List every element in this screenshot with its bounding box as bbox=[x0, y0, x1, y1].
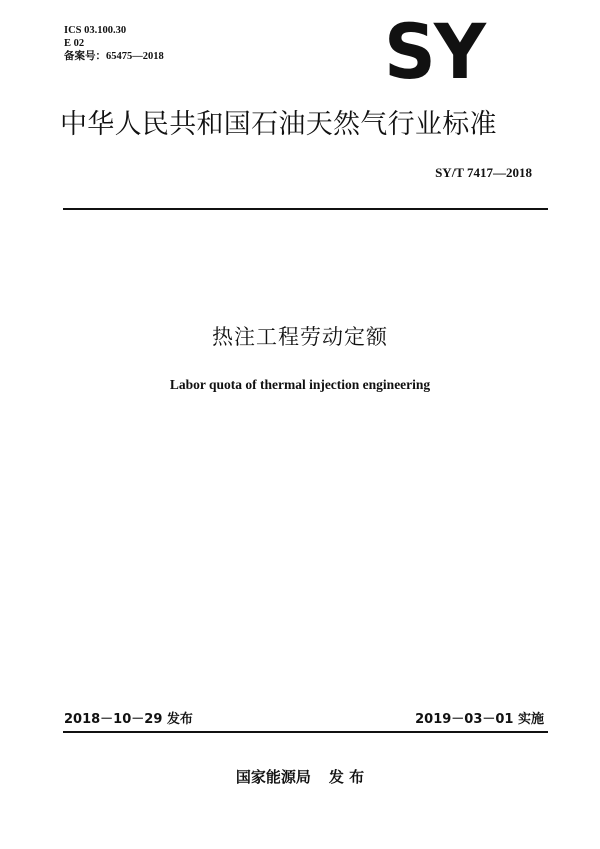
standard-number: SY/T 7417—2018 bbox=[435, 165, 532, 180]
industry-standard-title: 中华人民共和国石油天然气行业标准 bbox=[60, 109, 497, 140]
metadata-block bbox=[64, 24, 164, 63]
document-title-english: Labor quota of thermal injection engineering bbox=[169, 377, 431, 392]
document-title-chinese: 热注工程劳动定额 bbox=[212, 325, 388, 349]
filing-number: 备案号：65475—2018 bbox=[64, 51, 164, 62]
implementation-date: 2019－03－01 实施 bbox=[415, 712, 544, 727]
sy-logo: SY bbox=[384, 7, 484, 96]
ics-code: ICS 03.100.30 bbox=[64, 25, 127, 36]
issue-date: 2018－10－29 发布 bbox=[64, 712, 193, 727]
publish-action: 发 布 bbox=[328, 768, 365, 786]
classification-code: E 02 bbox=[64, 38, 85, 49]
bottom-divider bbox=[63, 731, 548, 733]
publisher-name: 国家能源局 bbox=[235, 768, 311, 786]
top-divider bbox=[63, 208, 548, 210]
publisher-line bbox=[0, 767, 600, 787]
